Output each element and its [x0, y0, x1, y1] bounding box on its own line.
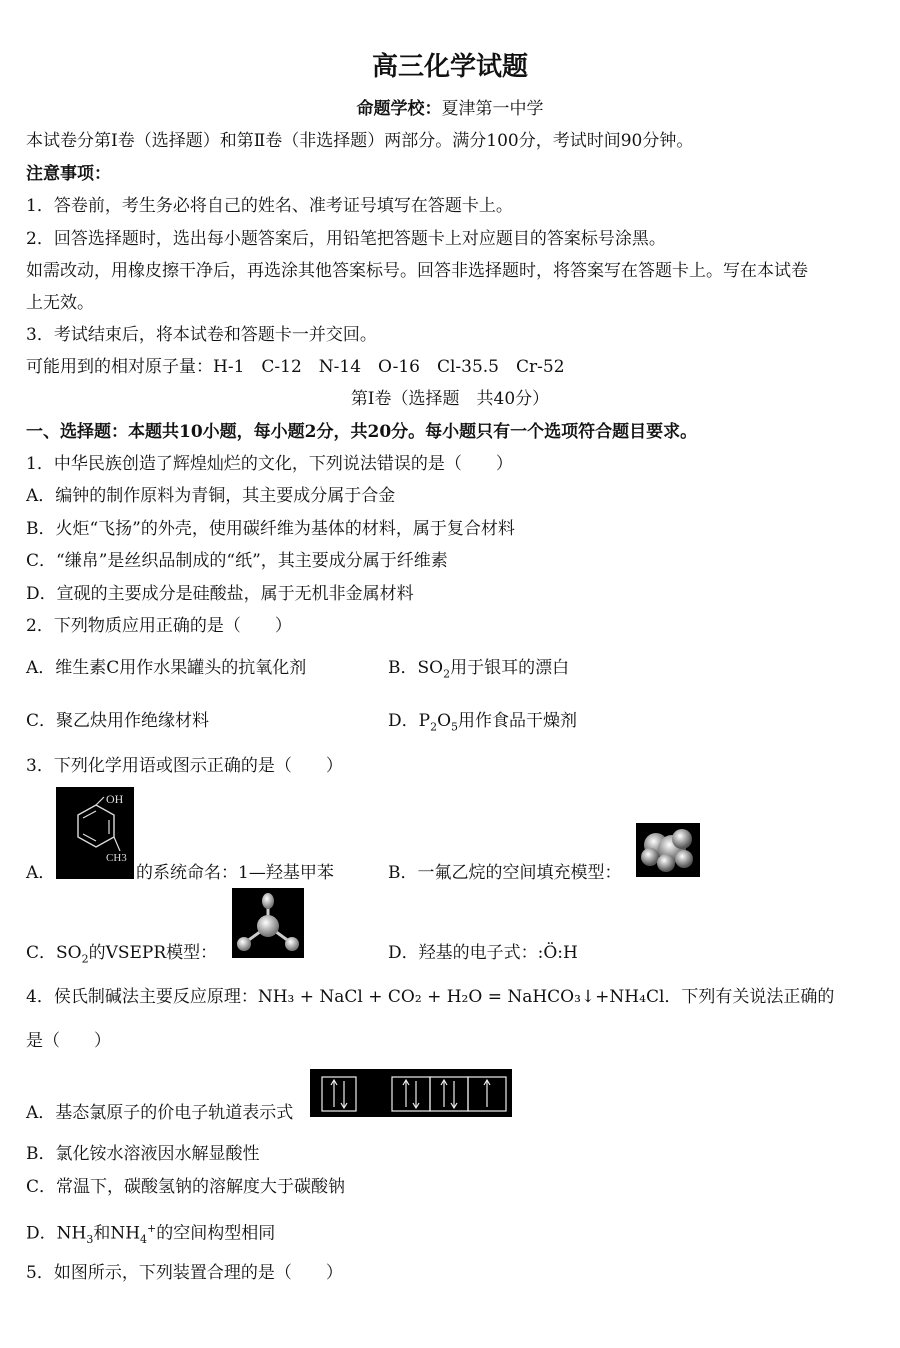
- q1-option-d: D．宣砚的主要成分是硅酸盐，属于无机非金属材料: [26, 584, 414, 604]
- q1-option-a: A．编钟的制作原料为青铜，其主要成分属于合金: [26, 486, 396, 506]
- section1-heading: 一、选择题：本题共10小题，每小题2分，共20分。每小题只有一个选项符合题目要求。: [26, 422, 698, 442]
- q4-option-b: B．氯化铵水溶液因水解显酸性: [26, 1144, 260, 1164]
- q3-stem: 3．下列化学用语或图示正确的是（ ）: [26, 756, 343, 776]
- chlorine-orbital-diagram: [310, 1069, 512, 1117]
- note-2b: 如需改动，用橡皮擦干净后，再选涂其他答案标号。回答非选择题时，将答案写在答题卡上。写在本试卷: [26, 261, 808, 281]
- fluoroethane-model-image: [636, 823, 700, 877]
- page-title: 高三化学试题: [371, 52, 528, 82]
- q2-option-a: A．维生素C用作水果罐头的抗氧化剂: [26, 658, 307, 678]
- cresol-structure-image: [56, 787, 134, 879]
- note-1: 1．答卷前，考生务必将自己的姓名、准考证号填写在答题卡上。: [26, 196, 513, 216]
- q1-stem: 1．中华民族创造了辉煌灿烂的文化，下列说法错误的是（ ）: [26, 454, 513, 474]
- q4-option-d: D．$NH_3$和$NH_4^+$的空间构型相同: [26, 1222, 276, 1247]
- ch3-label: CH3: [106, 852, 127, 864]
- q4-option-a: A．基态氯原子的价电子轨道表示式: [26, 1103, 294, 1123]
- q1-option-c: C．“缣帛”是丝织品制成的“纸”，其主要成分属于纤维素: [26, 551, 448, 571]
- intro: 本试卷分第Ⅰ卷（选择题）和第Ⅱ卷（非选择题）两部分。满分100分，考试时间90分钟。: [26, 131, 694, 151]
- so2-vsepr-model-image: [232, 888, 304, 958]
- note-2: 2．回答选择题时，选出每小题答案后，用铅笔把答题卡上对应题目的答案标号涂黑。: [26, 229, 666, 249]
- q3-option-d: D．羟基的电子式：:Ö:H: [388, 943, 578, 963]
- q3-option-c: C．$SO_2$的VSEPR模型：: [26, 943, 218, 966]
- q4-equation: NH₃ + NaCl + CO₂ + H₂O = NaHCO₃↓+NH₄Cl: [257, 987, 665, 1007]
- school-line: [0, 98, 900, 120]
- q2-option-b: B．$SO_2$用于银耳的漂白: [388, 658, 570, 681]
- oh-label: OH: [106, 792, 124, 806]
- q3-option-b: B．一氟乙烷的空间填充模型：: [388, 863, 622, 883]
- q2-option-d: D．$P_2O_5$用作食品干燥剂: [388, 711, 578, 734]
- notes-heading: 注意事项：: [26, 164, 111, 184]
- q4-option-c: C．常温下，碳酸氢钠的溶解度大于碳酸钠: [26, 1177, 346, 1197]
- q3-option-a-label: A．: [26, 863, 56, 883]
- school-name: 夏津第一中学: [441, 99, 544, 119]
- q2-option-c: C．聚乙炔用作绝缘材料: [26, 711, 210, 731]
- part1-title: 第Ⅰ卷（选择题 共40分）: [350, 389, 550, 409]
- q4-stem-continued: 是（ ）: [26, 1031, 111, 1051]
- note-3: 3．考试结束后，将本试卷和答题卡一并交回。: [26, 325, 377, 345]
- school-label: 命题学校：: [356, 99, 442, 119]
- q4-stem: 4．侯氏制碱法主要反应原理：NH₃ + NaCl + CO₂ + H₂O = NaHCO₃↓+NH₄Cl．下列有关说法正确的: [26, 987, 835, 1007]
- atomic-masses: 可能用到的相对原子量：H-1 C-12 N-14 O-16 Cl-35.5 Cr-52: [26, 357, 565, 377]
- note-2c: 上无效。: [26, 293, 94, 313]
- q3-option-a-text: 的系统命名：1—羟基甲苯: [136, 863, 334, 883]
- q2-stem: 2．下列物质应用正确的是（ ）: [26, 616, 292, 636]
- q5-stem: 5．如图所示，下列装置合理的是（ ）: [26, 1263, 343, 1283]
- q1-option-b: B．火炬“飞扬”的外壳，使用碳纤维为基体的材料，属于复合材料: [26, 519, 515, 539]
